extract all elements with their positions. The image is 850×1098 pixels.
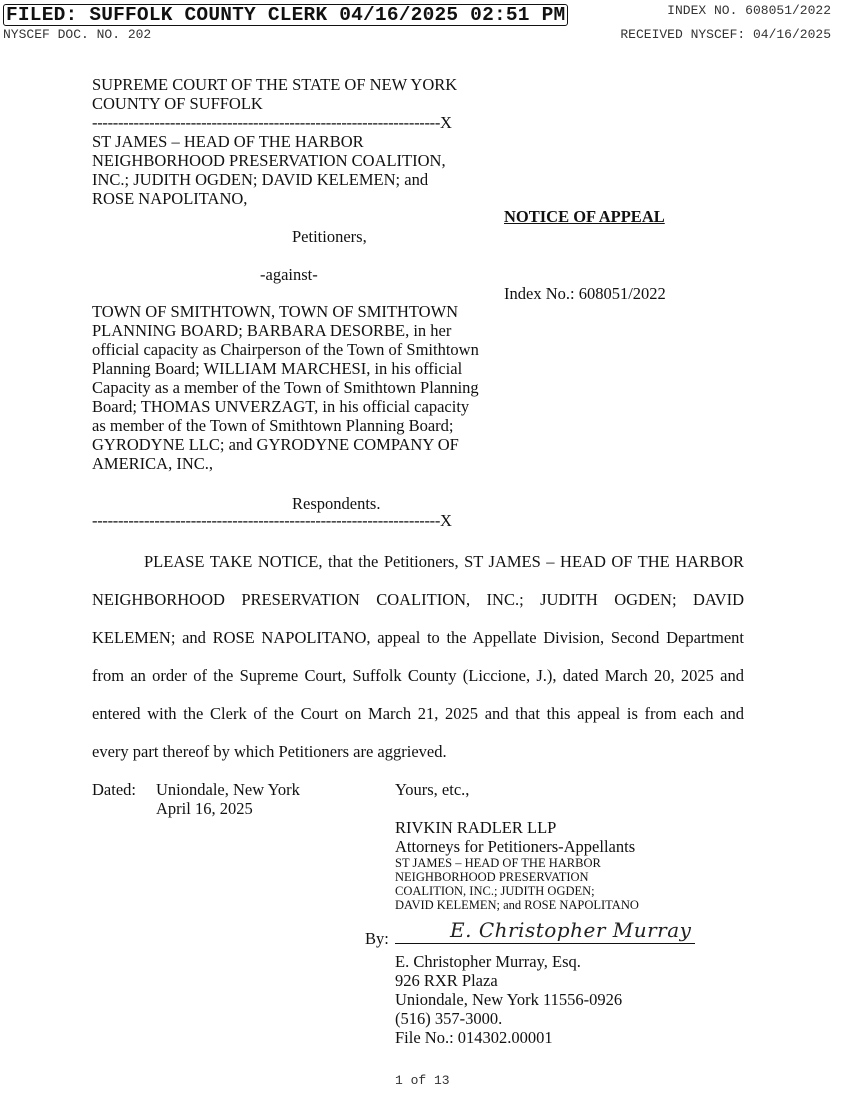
attorney-line: E. Christopher Murray, Esq.: [395, 952, 581, 971]
clients-block: [395, 856, 639, 912]
client-line: ST JAMES – HEAD OF THE HARBOR: [395, 856, 601, 870]
respondent-line: Board; THOMAS UNVERZAGT, in his official capacity: [92, 397, 470, 416]
paragraph-line: NEIGHBORHOOD PRESERVATION COALITION, INC.; JUDITH OGDEN; DAVID: [92, 590, 744, 609]
petitioner-line: ROSE NAPOLITANO,: [92, 189, 248, 208]
county-name: COUNTY OF SUFFOLK: [92, 94, 263, 113]
notice-paragraph: [92, 543, 744, 771]
caption-separator-bottom: -------------------------------------------------------------------X: [92, 511, 452, 530]
client-line: DAVID KELEMEN; and ROSE NAPOLITANO: [395, 898, 639, 912]
filed-stamp: FILED: SUFFOLK COUNTY CLERK 04/16/2025 02:51 PM: [3, 4, 568, 26]
dated-label: Dated:: [92, 780, 136, 799]
petitioner-line: INC.; JUDITH OGDEN; DAVID KELEMEN; and: [92, 170, 429, 189]
respondent-line: GYRODYNE LLC; and GYRODYNE COMPANY OF: [92, 435, 459, 454]
client-line: NEIGHBORHOOD PRESERVATION: [395, 870, 589, 884]
firm-name: RIVKIN RADLER LLP: [395, 818, 557, 837]
petitioners-label: Petitioners,: [292, 227, 367, 246]
received-date: RECEIVED NYSCEF: 04/16/2025: [620, 27, 831, 42]
document-title: NOTICE OF APPEAL: [504, 207, 665, 226]
signature: E. Christopher Murray: [450, 918, 692, 942]
paragraph-line: every part thereof by which Petitioners are aggrieved.: [92, 742, 447, 761]
against-label: -against-: [260, 265, 318, 284]
respondents-block: [92, 302, 492, 473]
court-name: SUPREME COURT OF THE STATE OF NEW YORK: [92, 75, 458, 94]
attorney-line: File No.: 014302.00001: [395, 1028, 553, 1047]
yours-etc: Yours, etc.,: [395, 780, 470, 799]
respondent-line: PLANNING BOARD; BARBARA DESORBE, in her: [92, 321, 452, 340]
court-heading: [92, 75, 482, 132]
respondents-label: Respondents.: [292, 494, 381, 513]
page-number: 1 of 13: [395, 1073, 450, 1088]
petitioner-line: ST JAMES – HEAD OF THE HARBOR: [92, 132, 364, 151]
respondent-line: Planning Board; WILLIAM MARCHESI, in his official: [92, 359, 463, 378]
index-number-header: INDEX NO. 608051/2022: [667, 3, 831, 18]
respondent-line: as member of the Town of Smithtown Planning Board;: [92, 416, 454, 435]
attorney-line: Uniondale, New York 11556-0926: [395, 990, 623, 1009]
paragraph-line: KELEMEN; and ROSE NAPOLITANO, appeal to the Appellate Division, Second Department: [92, 628, 744, 647]
attorney-line: (516) 357-3000.: [395, 1009, 503, 1028]
dated-date: April 16, 2025: [156, 799, 253, 818]
attorney-block: [395, 952, 622, 1047]
respondent-line: TOWN OF SMITHTOWN, TOWN OF SMITHTOWN: [92, 302, 459, 321]
paragraph-line: entered with the Clerk of the Court on March 21, 2025 and that this appeal is from each and: [92, 704, 744, 723]
respondent-line: official capacity as Chairperson of the Town of Smithtown: [92, 340, 479, 359]
dated-place: Uniondale, New York: [156, 780, 300, 799]
signature-line: [395, 943, 695, 944]
respondent-line: Capacity as a member of the Town of Smithtown Planning: [92, 378, 479, 397]
caption-separator-top: -------------------------------------------------------------------X: [92, 113, 452, 132]
client-line: COALITION, INC.; JUDITH OGDEN;: [395, 884, 595, 898]
index-number: Index No.: 608051/2022: [504, 284, 666, 303]
attorney-line: 926 RXR Plaza: [395, 971, 498, 990]
nyscef-doc-number: NYSCEF DOC. NO. 202: [3, 27, 152, 42]
paragraph-line: from an order of the Supreme Court, Suffolk County (Liccione, J.), dated March 20, 2025 and: [92, 666, 744, 685]
attorney-role: Attorneys for Petitioners-Appellants: [395, 837, 636, 856]
petitioner-line: NEIGHBORHOOD PRESERVATION COALITION,: [92, 151, 446, 170]
paragraph-line: PLEASE TAKE NOTICE, that the Petitioners, ST JAMES – HEAD OF THE HARBOR: [144, 552, 744, 571]
petitioners-block: [92, 132, 482, 208]
caption-separator-bottom-wrap: [92, 511, 482, 530]
by-label: By:: [365, 929, 389, 948]
respondent-line: AMERICA, INC.,: [92, 454, 214, 473]
